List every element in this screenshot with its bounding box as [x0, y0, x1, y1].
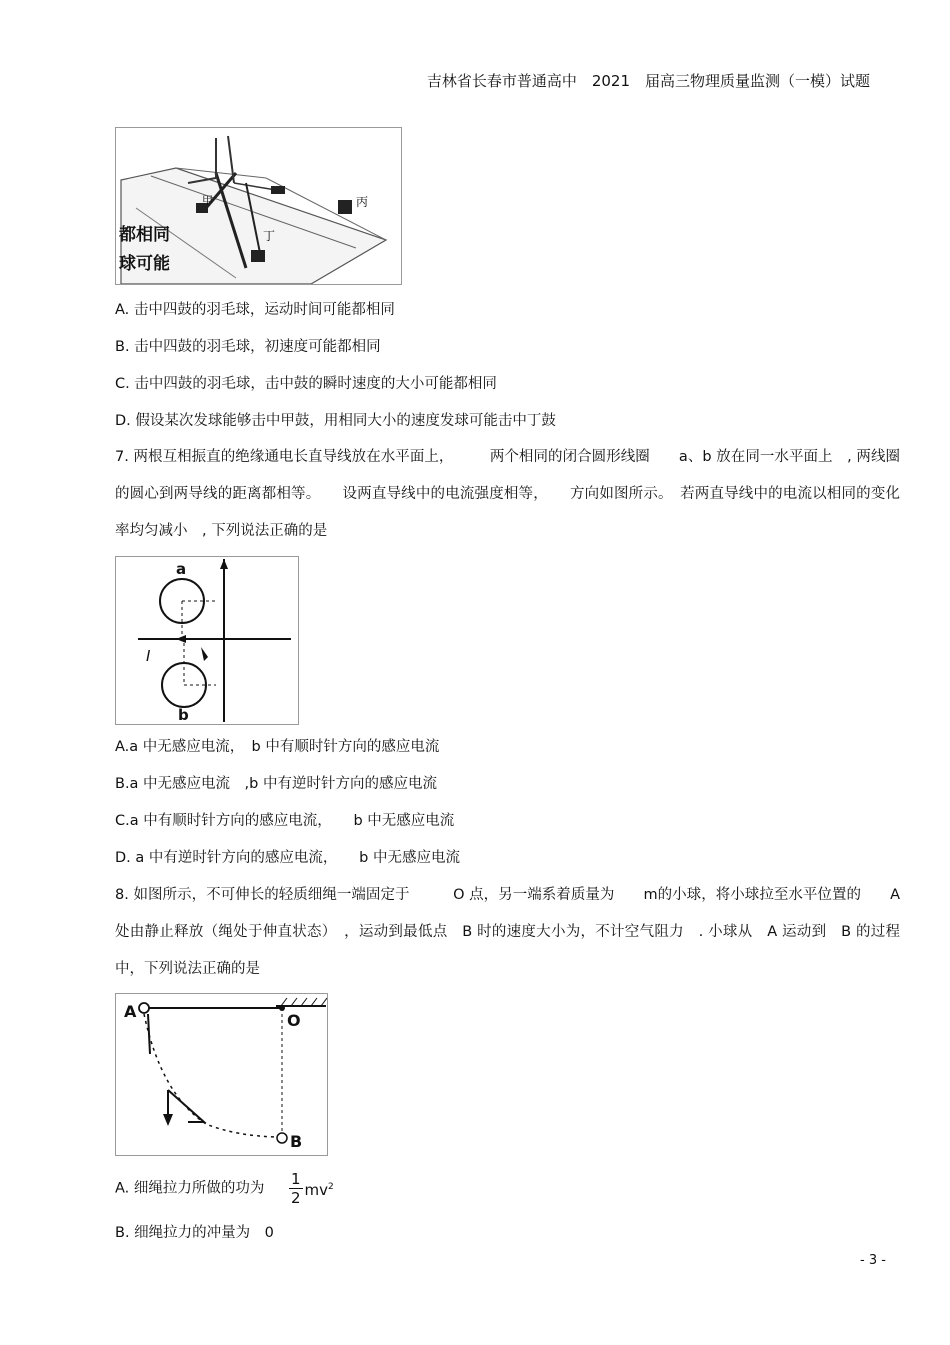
fraction-numerator: 1	[291, 1170, 301, 1188]
q7-option-d: D. a 中有逆时针方向的感应电流， b 中无感应电流	[115, 850, 460, 866]
label-current-I: I	[146, 647, 151, 665]
label-jia: 甲	[202, 194, 213, 207]
figure-pendulum	[115, 993, 328, 1156]
formula-mv	[305, 1181, 334, 1199]
q6-option-b: B. 击中四鼓的羽毛球，初速度可能都相同	[115, 339, 381, 355]
q8-stem: 8. 如图所示，不可伸长的轻质细绳一端固定于 O 点，另一端系着质量为 m的小球，将小球拉至水平位置的 A 处由静止释放（绳处于伸直状态） ，运动到最低点 B 时的速度大小为，不计空气阻力 . 小球从 A 运动到 B 的过程中，下列说法正确的是	[115, 887, 900, 977]
label-B: B	[290, 1132, 303, 1151]
q8-option-b: B. 细绳拉力的冲量为 0	[115, 1225, 274, 1241]
page-header: 吉林省长春市普通高中 2021 届高三物理质量监测（一模）试题	[426, 72, 870, 90]
page-number: - 3 -	[860, 1253, 886, 1268]
label-b: b	[178, 706, 189, 724]
q6-option-a: A. 击中四鼓的羽毛球，运动时间可能都相同	[115, 302, 395, 318]
label-A: A	[124, 1002, 137, 1021]
fraction-denominator: 2	[291, 1189, 301, 1207]
q8-option-a-text: A. 细绳拉力所做的功为	[115, 1180, 265, 1197]
formula-exponent: 2	[328, 1182, 334, 1192]
q7-stem: 7. 两根互相振直的绝缘通电长直导线放在水平面上， 两个相同的闭合圆形线圈 a、b 放在同一水平面上 , 两线圈的圆心到两导线的距离都相等。 设两直导线中的电流强度相等， 方向如图所示。 若两直导线中的电流以相同的变化率均匀减小 , 下列说法正确的是	[115, 449, 900, 539]
q7-option-a: A.a 中无感应电流， b 中有顺时针方向的感应电流	[115, 739, 440, 755]
label-a: a	[176, 560, 187, 578]
figure-drums	[115, 127, 402, 285]
q7-option-c: C.a 中有顺时针方向的感应电流， b 中无感应电流	[115, 813, 455, 829]
formula-mv-base: mv	[304, 1181, 329, 1199]
label-bing: 丙	[356, 195, 369, 209]
q8-option-a	[115, 1168, 334, 1209]
figure-coils	[115, 556, 299, 725]
q6-option-c: C. 击中四鼓的羽毛球，击中鼓的瞬时速度的大小可能都相同	[115, 376, 497, 392]
label-O: O	[287, 1011, 301, 1030]
figure-caption-line2: 球可能	[119, 254, 170, 274]
fraction-one-half	[289, 1170, 303, 1207]
label-ding: 丁	[263, 229, 276, 243]
q7-option-b: B.a 中无感应电流 ,b 中有逆时针方向的感应电流	[115, 776, 437, 792]
figure-caption-line1: 都相同	[119, 225, 170, 245]
q6-option-d: D. 假设某次发球能够击中甲鼓，用相同大小的速度发球可能击中丁鼓	[115, 413, 556, 429]
